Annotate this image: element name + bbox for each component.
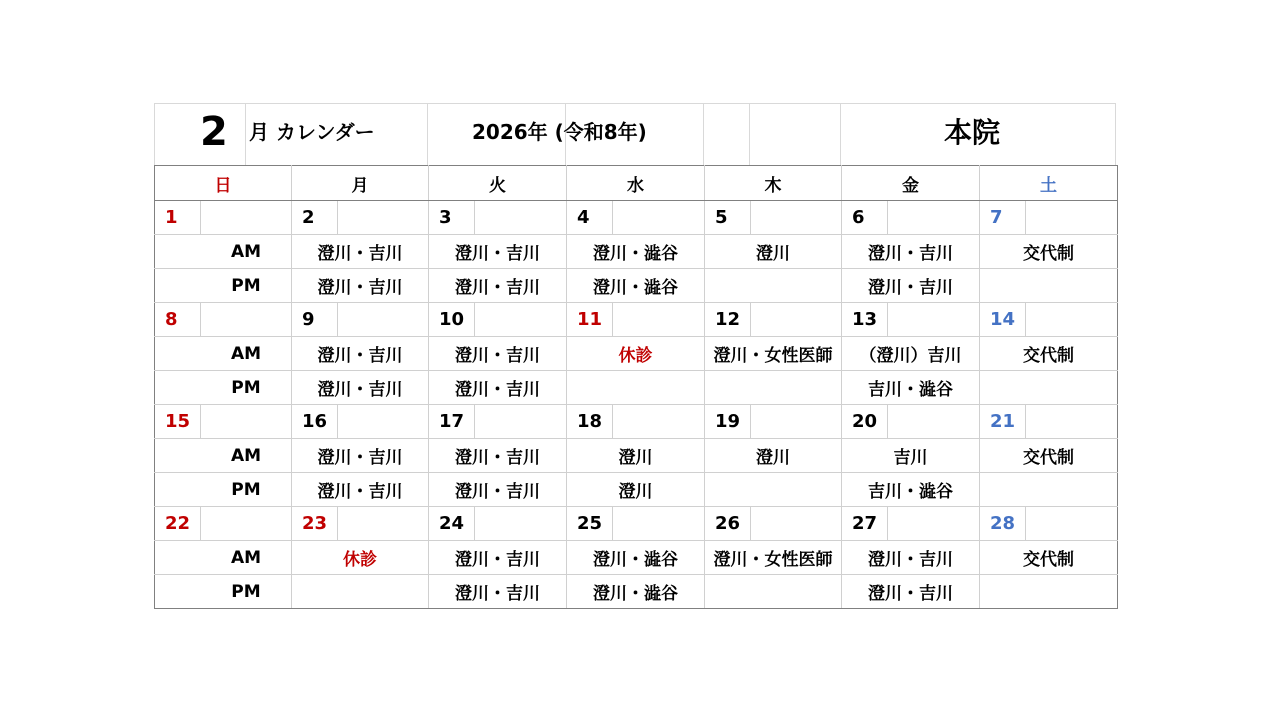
day-number: 14 — [980, 303, 1026, 337]
doctor-schedule — [705, 269, 842, 303]
day-number-spacer — [475, 303, 567, 337]
sunday-blank — [155, 473, 201, 507]
session-row-pm — [155, 575, 1118, 609]
doctor-schedule: 交代制 — [980, 235, 1118, 269]
day-number: 11 — [567, 303, 613, 337]
session-row-am — [155, 541, 1118, 575]
day-number-spacer — [888, 405, 980, 439]
day-number: 7 — [980, 201, 1026, 235]
day-number: 10 — [429, 303, 475, 337]
session-label: PM — [201, 371, 292, 405]
sunday-blank — [155, 337, 201, 371]
day-number: 25 — [567, 507, 613, 541]
doctor-schedule: 澄川・吉川 — [292, 235, 429, 269]
sunday-blank — [155, 371, 201, 405]
doctor-schedule: 澄川・吉川 — [429, 371, 567, 405]
doctor-schedule: 澄川・女性医師 — [705, 337, 842, 371]
doctor-schedule: 澄川・澁谷 — [567, 541, 705, 575]
day-number-spacer — [613, 303, 705, 337]
session-row-am — [155, 439, 1118, 473]
sunday-blank — [155, 439, 201, 473]
day-number-spacer — [201, 303, 292, 337]
day-number: 3 — [429, 201, 475, 235]
day-number-spacer — [751, 303, 842, 337]
month-number: 2 — [200, 109, 228, 155]
doctor-schedule: 澄川・澁谷 — [567, 269, 705, 303]
doctor-schedule: （澄川）吉川 — [842, 337, 980, 371]
week-date-row — [155, 507, 1118, 541]
doctor-schedule: 休診 — [292, 541, 429, 575]
sunday-blank — [155, 541, 201, 575]
session-label: PM — [201, 575, 292, 609]
calendar-grid — [154, 165, 1118, 609]
doctor-schedule: 澄川・吉川 — [292, 371, 429, 405]
day-number: 27 — [842, 507, 888, 541]
session-label: AM — [201, 337, 292, 371]
doctor-schedule: 澄川・吉川 — [292, 337, 429, 371]
doctor-schedule: 澄川・吉川 — [292, 439, 429, 473]
day-number-spacer — [338, 201, 429, 235]
day-number-spacer — [888, 303, 980, 337]
session-row-am — [155, 337, 1118, 371]
doctor-schedule: 吉川・澁谷 — [842, 473, 980, 507]
doctor-schedule: 澄川・吉川 — [842, 575, 980, 609]
doctor-schedule: 澄川・吉川 — [429, 439, 567, 473]
month-label: 月 カレンダー — [249, 120, 375, 144]
day-number-spacer — [613, 507, 705, 541]
day-number: 12 — [705, 303, 751, 337]
day-number: 16 — [292, 405, 338, 439]
session-row-pm — [155, 473, 1118, 507]
day-number: 28 — [980, 507, 1026, 541]
day-number: 24 — [429, 507, 475, 541]
doctor-schedule: 澄川・吉川 — [429, 575, 567, 609]
sunday-blank — [155, 575, 201, 609]
day-number: 18 — [567, 405, 613, 439]
session-label: AM — [201, 439, 292, 473]
doctor-schedule: 澄川・吉川 — [429, 337, 567, 371]
doctor-schedule: 澄川・吉川 — [842, 235, 980, 269]
day-number-spacer — [751, 201, 842, 235]
doctor-schedule — [705, 575, 842, 609]
doctor-schedule: 澄川・吉川 — [429, 235, 567, 269]
day-number: 26 — [705, 507, 751, 541]
day-number-spacer — [888, 507, 980, 541]
doctor-schedule — [980, 575, 1118, 609]
day-number: 2 — [292, 201, 338, 235]
weekday-header: 月 — [292, 166, 429, 201]
day-number: 23 — [292, 507, 338, 541]
session-row-am — [155, 235, 1118, 269]
day-number: 20 — [842, 405, 888, 439]
doctor-schedule — [980, 473, 1118, 507]
day-number: 1 — [155, 201, 201, 235]
doctor-schedule — [980, 269, 1118, 303]
doctor-schedule: 交代制 — [980, 337, 1118, 371]
day-number: 9 — [292, 303, 338, 337]
day-number: 15 — [155, 405, 201, 439]
day-number-spacer — [1026, 405, 1118, 439]
day-number-spacer — [751, 507, 842, 541]
calendar-header — [154, 103, 1116, 165]
doctor-schedule — [705, 473, 842, 507]
day-number: 22 — [155, 507, 201, 541]
doctor-schedule: 澄川・吉川 — [292, 473, 429, 507]
weekday-header: 日 — [155, 166, 292, 201]
doctor-schedule: 澄川・澁谷 — [567, 575, 705, 609]
day-number-spacer — [201, 201, 292, 235]
day-number: 5 — [705, 201, 751, 235]
weekday-header: 土 — [980, 166, 1118, 201]
day-number-spacer — [751, 405, 842, 439]
weekday-header-row — [155, 166, 1118, 201]
day-number: 8 — [155, 303, 201, 337]
sunday-blank — [155, 269, 201, 303]
day-number: 6 — [842, 201, 888, 235]
session-row-pm — [155, 269, 1118, 303]
day-number-spacer — [475, 405, 567, 439]
day-number-spacer — [475, 201, 567, 235]
doctor-schedule — [567, 371, 705, 405]
day-number-spacer — [888, 201, 980, 235]
day-number-spacer — [1026, 303, 1118, 337]
session-label: AM — [201, 541, 292, 575]
doctor-schedule: 澄川・吉川 — [842, 541, 980, 575]
weekday-header: 火 — [429, 166, 567, 201]
doctor-schedule: 交代制 — [980, 439, 1118, 473]
doctor-schedule: 休診 — [567, 337, 705, 371]
session-label: PM — [201, 269, 292, 303]
weekday-header: 金 — [842, 166, 980, 201]
day-number-spacer — [613, 405, 705, 439]
day-number-spacer — [338, 507, 429, 541]
day-number: 4 — [567, 201, 613, 235]
doctor-schedule: 澄川 — [567, 473, 705, 507]
day-number-spacer — [201, 507, 292, 541]
session-label: AM — [201, 235, 292, 269]
doctor-schedule: 澄川・女性医師 — [705, 541, 842, 575]
doctor-schedule: 澄川・吉川 — [842, 269, 980, 303]
day-number-spacer — [1026, 507, 1118, 541]
doctor-schedule — [980, 371, 1118, 405]
year-label: 2026年 (令和8年) — [472, 120, 647, 144]
doctor-schedule: 吉川 — [842, 439, 980, 473]
day-number-spacer — [201, 405, 292, 439]
doctor-schedule: 澄川・吉川 — [292, 269, 429, 303]
week-date-row — [155, 303, 1118, 337]
doctor-schedule: 澄川・吉川 — [429, 541, 567, 575]
day-number-spacer — [475, 507, 567, 541]
clinic-name: 本院 — [944, 116, 1001, 149]
doctor-schedule: 澄川・吉川 — [429, 269, 567, 303]
day-number-spacer — [613, 201, 705, 235]
weekday-header: 水 — [567, 166, 705, 201]
day-number-spacer — [338, 405, 429, 439]
session-label: PM — [201, 473, 292, 507]
session-row-pm — [155, 371, 1118, 405]
doctor-schedule — [705, 371, 842, 405]
doctor-schedule: 交代制 — [980, 541, 1118, 575]
doctor-schedule: 澄川 — [705, 439, 842, 473]
day-number: 17 — [429, 405, 475, 439]
doctor-schedule: 澄川・吉川 — [429, 473, 567, 507]
day-number-spacer — [1026, 201, 1118, 235]
week-date-row — [155, 405, 1118, 439]
doctor-schedule: 吉川・澁谷 — [842, 371, 980, 405]
day-number: 19 — [705, 405, 751, 439]
day-number: 13 — [842, 303, 888, 337]
day-number-spacer — [338, 303, 429, 337]
sunday-blank — [155, 235, 201, 269]
calendar — [154, 103, 1116, 609]
doctor-schedule — [292, 575, 429, 609]
doctor-schedule: 澄川 — [705, 235, 842, 269]
weekday-header: 木 — [705, 166, 842, 201]
doctor-schedule: 澄川 — [567, 439, 705, 473]
week-date-row — [155, 201, 1118, 235]
day-number: 21 — [980, 405, 1026, 439]
doctor-schedule: 澄川・澁谷 — [567, 235, 705, 269]
